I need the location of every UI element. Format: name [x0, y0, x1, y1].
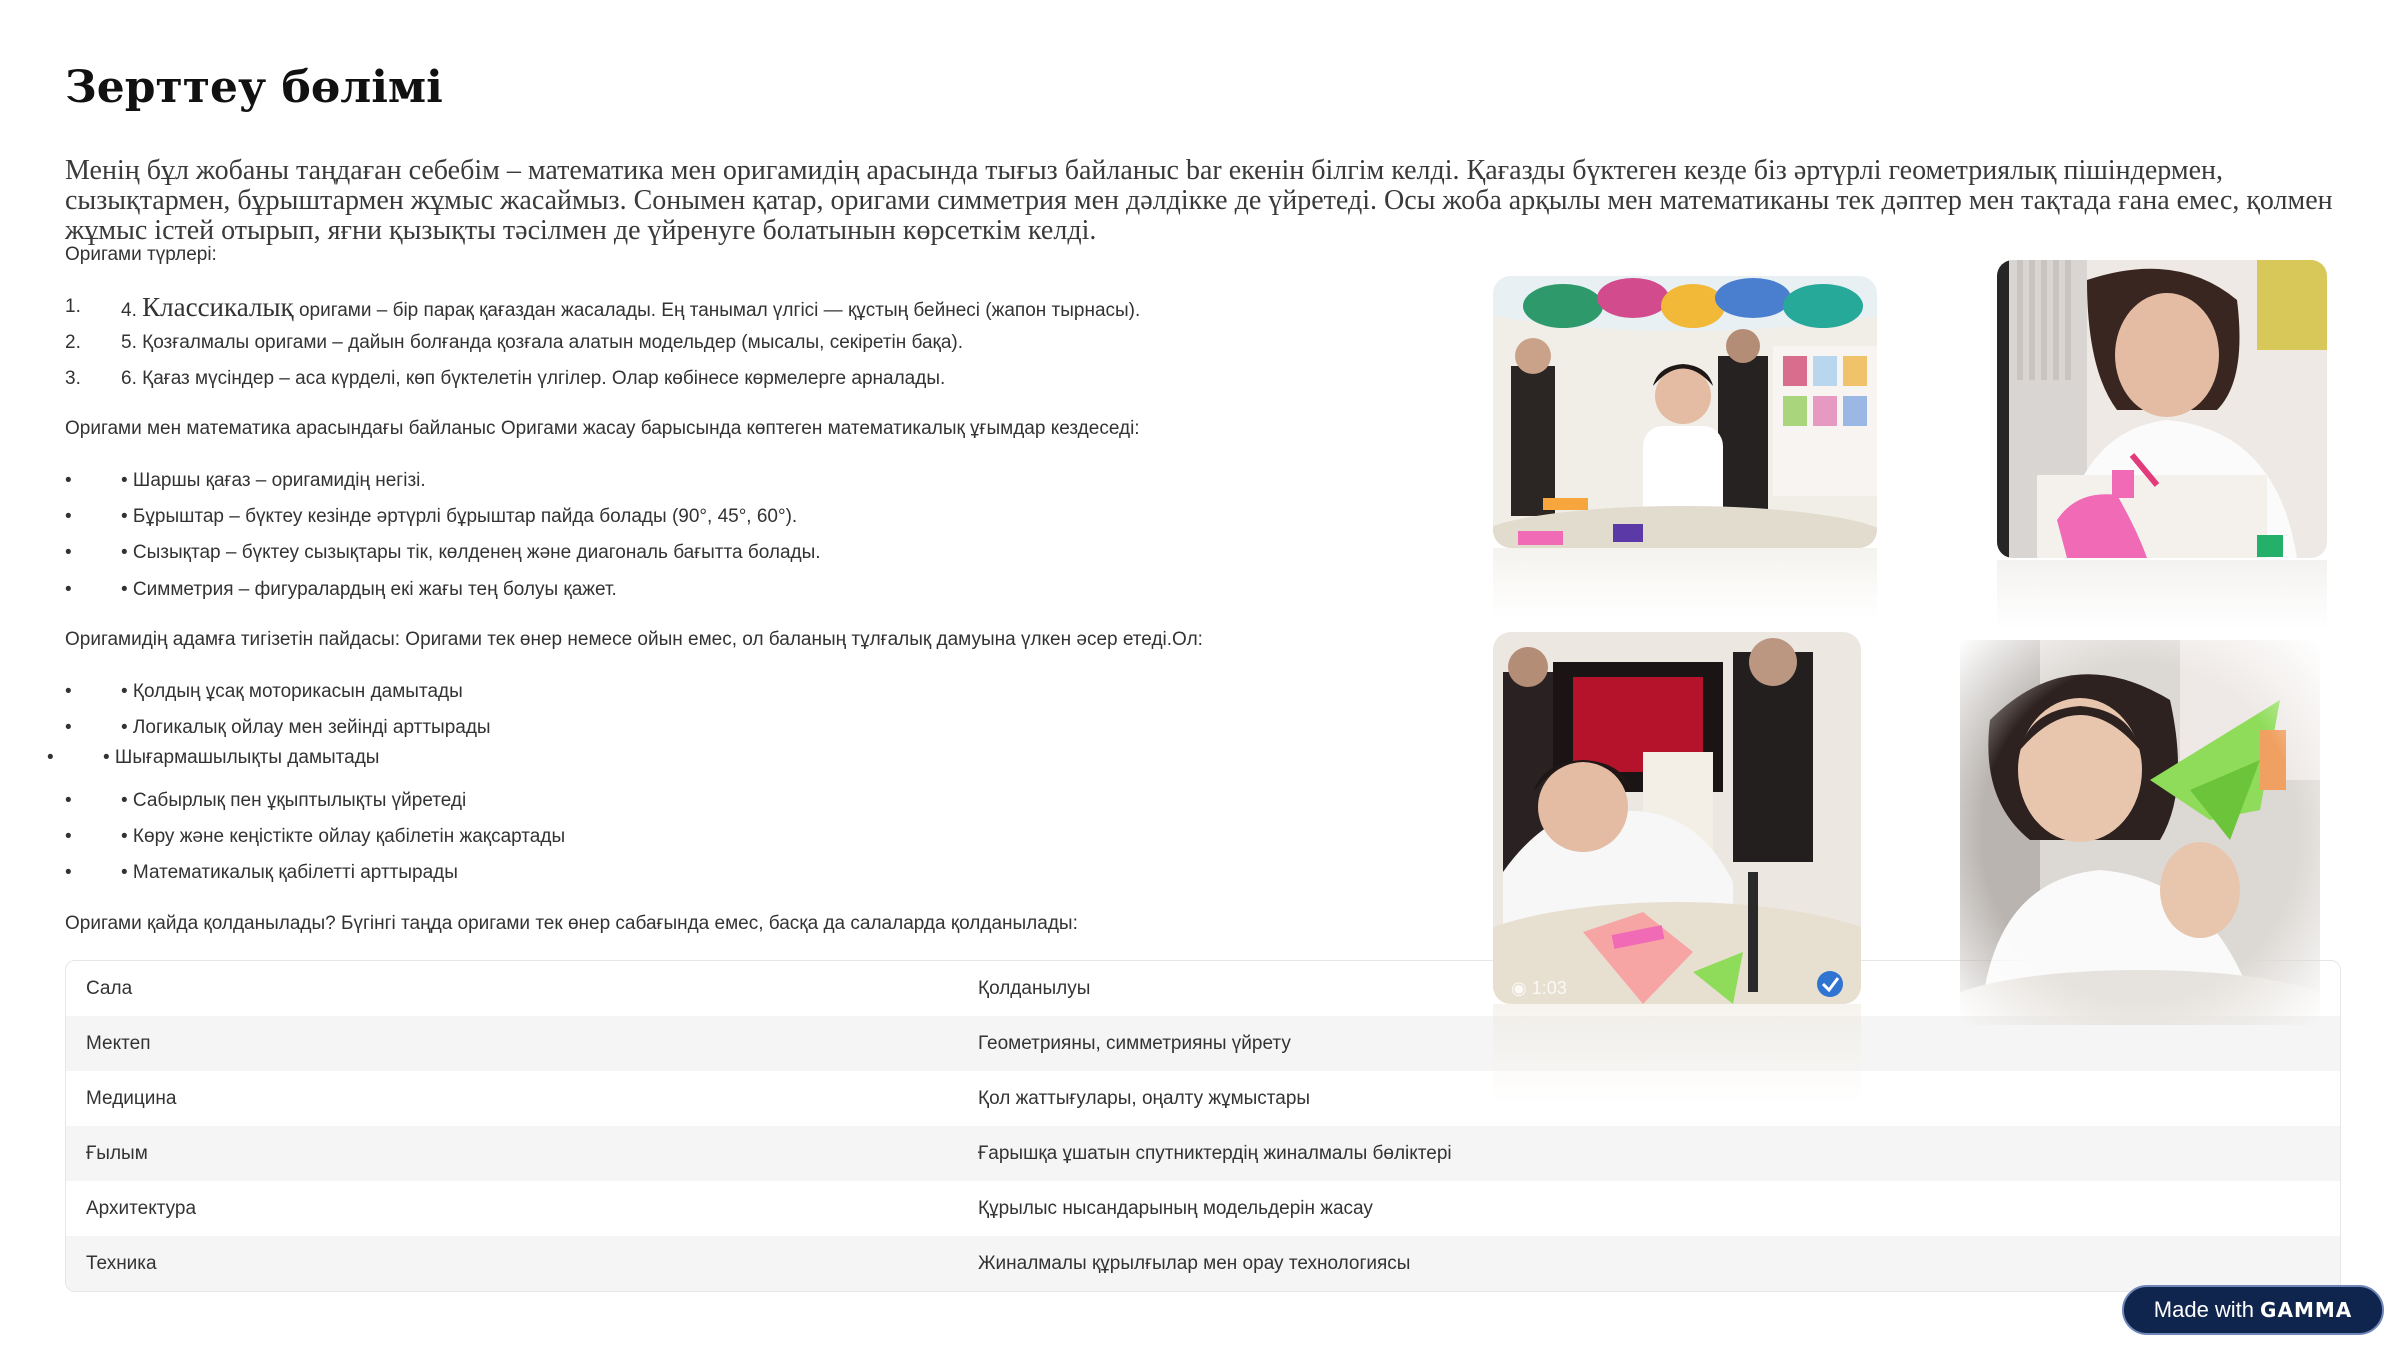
gamma-logo-text: GAMMA: [2260, 1298, 2353, 1322]
photo-crane: [1960, 640, 2320, 1025]
table-cell: Ғылым: [86, 1142, 148, 1164]
table-row: [66, 1236, 2340, 1291]
bullet-marker: •: [65, 826, 72, 847]
list-text: • Математикалық қабілетті арттырады: [121, 862, 458, 883]
photo-folding-pink: [1997, 260, 2327, 558]
types-heading: Оригами түрлері:: [65, 244, 217, 265]
list-item: [65, 540, 821, 566]
bullet-marker: •: [65, 579, 72, 600]
list-emphasis: Классикалық: [142, 291, 294, 322]
list-text: • Қолдың ұсақ моторикасын дамытады: [121, 681, 463, 702]
table-cell: Ғарышқа ұшатын спутниктердің жиналмалы бөліктері: [978, 1142, 1452, 1164]
list-text: • Логикалық ойлау мен зейінді арттырады: [121, 717, 491, 738]
video-timestamp: ◉ 1:03: [1511, 978, 1567, 998]
list-text: • Шаршы қағаз – оригамидің негізі.: [121, 470, 426, 491]
list-text: 5. Қозғалмалы оригами – дайын болғанда қозғала алатын модельдер (мысалы, секіретін бақа).: [121, 332, 964, 353]
bullet-marker: •: [65, 717, 72, 738]
list-item: [65, 504, 797, 530]
list-item: [65, 366, 945, 392]
table-row: [66, 1126, 2340, 1181]
table-cell: Техника: [86, 1252, 157, 1274]
badge-prefix: Made with: [2153, 1297, 2255, 1322]
list-prefix: 4.: [121, 299, 143, 321]
list-item: [65, 330, 963, 356]
bullet-marker: •: [65, 681, 72, 702]
list-item: [47, 745, 379, 771]
list-text: • Симметрия – фигуралардың екі жағы тең болуы қажет.: [121, 579, 617, 600]
list-text: • Бұрыштар – бүктеу кезінде әртүрлі бұрыштар пайда болады (90°, 45°, 60°).: [121, 506, 798, 527]
list-marker: 2.: [65, 332, 81, 353]
photo-reflection: [1493, 1004, 1861, 1104]
bullet-marker: •: [65, 862, 72, 883]
intro-paragraph: Менің бұл жобаны таңдаған себебім – математика мен оригамидің арасында тығыз байланыс bar екенін білгім келді. Қағазды бүктеген кезде біз әртүрлі геометриялық пішіндермен, сызықтармен, бұрыштармен жұмыс жасаймыз. Сонымен қатар, оригами симметрия мен дәлдікке де үйретеді. Осы жоба арқылы мен математиканы тек дәптер мен тақтада ғана емес, қолмен жұмыс істей отырып, яғни қызықты тәсілмен де үйренуге болатынын көрсеткім келді.: [65, 155, 2333, 246]
page-title: Зерттеу бөлімі: [65, 62, 443, 113]
photo-reflection: [1493, 548, 1877, 618]
made-with-gamma-badge[interactable]: [2122, 1285, 2384, 1335]
table-cell: Сала: [86, 977, 133, 999]
usage-heading: Оригами қайда қолданылады? Бүгінгі таңда оригами тек өнер сабағында емес, басқа да салаларда қолданылады:: [65, 913, 1078, 934]
list-item: [65, 468, 426, 494]
bullet-marker: •: [65, 790, 72, 811]
list-item: [65, 824, 565, 850]
table-cell: Мектеп: [86, 1032, 151, 1054]
list-item: [65, 291, 1141, 322]
table-cell: Қолданылуы: [978, 977, 1091, 999]
list-text: 6. Қағаз мүсіндер – аса күрделі, көп бүктелетін үлгілер. Олар көбінесе көрмелерге арналады.: [121, 368, 946, 389]
list-text: • Сабырлық пен ұқыптылықты үйретеді: [121, 790, 467, 811]
table-row: [66, 1071, 2340, 1126]
list-marker: 1.: [65, 296, 81, 317]
list-item: [65, 577, 617, 603]
bullet-marker: •: [65, 542, 72, 563]
bullet-marker: •: [47, 747, 54, 768]
math-heading: Оригами мен математика арасындағы байланыс Оригами жасау барысында көптеген математикалық ұғымдар кездеседі:: [65, 418, 1140, 439]
photo-presentation: [1493, 276, 1877, 548]
table-cell: Архитектура: [86, 1197, 197, 1219]
list-item: [65, 715, 491, 741]
table-cell: Құрылыс нысандарының модельдерін жасау: [978, 1197, 1373, 1219]
benefits-heading: Оригамидің адамға тигізетін пайдасы: Оригами тек өнер немесе ойын емес, ол баланың тұлғалық дамуына үлкен әсер етеді.Ол:: [65, 629, 1203, 650]
table-cell: Медицина: [86, 1087, 177, 1109]
list-text: • Шығармашылықты дамытады: [103, 747, 380, 768]
table-row: [66, 1181, 2340, 1236]
list-item: [65, 860, 458, 886]
bullet-marker: •: [65, 470, 72, 491]
table-cell: Жиналмалы құрылғылар мен орау технологиясы: [978, 1252, 1411, 1274]
list-text: оригами – бір парақ қағаздан жасалады. Ең танымал үлгісі — құстың бейнесі (жапон тырнасы).: [293, 299, 1141, 321]
list-marker: 3.: [65, 368, 81, 389]
list-text: • Сызықтар – бүктеу сызықтары тік, көлденең және диагональ бағытта болады.: [121, 542, 821, 563]
table-cell: Геометрияны, симметрияны үйрету: [978, 1032, 1291, 1054]
table-cell: Қол жаттығулары, оңалту жұмыстары: [978, 1087, 1311, 1109]
list-item: [65, 679, 463, 705]
list-text: • Көру және кеңістікте ойлау қабілетін жақсартады: [121, 826, 566, 847]
list-item: [65, 788, 466, 814]
bullet-marker: •: [65, 506, 72, 527]
photo-folding-video: [1493, 632, 1861, 1004]
photo-reflection: [1997, 560, 2327, 630]
